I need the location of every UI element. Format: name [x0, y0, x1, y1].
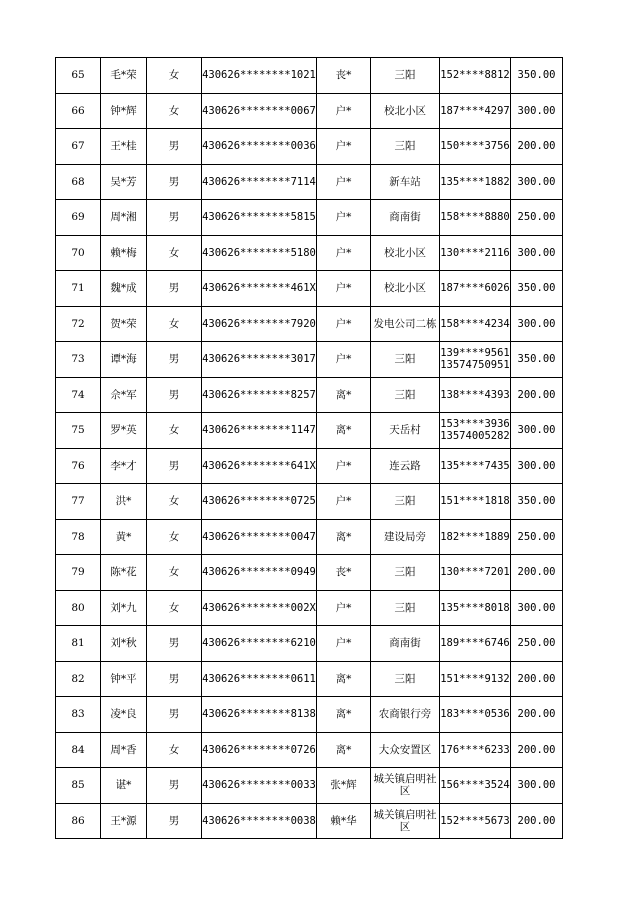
cell-relation: 户*: [317, 306, 371, 342]
table-row: [56, 377, 563, 413]
cell-amount: 300.00: [511, 235, 563, 271]
cell-gender: 男: [147, 271, 202, 307]
cell-name: 谌*: [101, 768, 147, 804]
cell-relation: 离*: [317, 732, 371, 768]
table-row: [56, 413, 563, 449]
table-row: [56, 58, 563, 94]
phone-number: 130****7201: [440, 566, 510, 579]
cell-id-number: 430626********0047: [202, 519, 317, 555]
cell-relation: 离*: [317, 661, 371, 697]
cell-amount: 200.00: [511, 697, 563, 733]
cell-relation: 户*: [317, 448, 371, 484]
cell-address: 发电公司二栋: [371, 306, 440, 342]
cell-name: 赖*梅: [101, 235, 147, 271]
cell-address: 建设局旁: [371, 519, 440, 555]
table-row: [56, 342, 563, 378]
phone-number: 152****5673: [440, 814, 510, 827]
phone-number: 13574750951: [440, 359, 510, 372]
cell-phone: [440, 93, 511, 129]
cell-phone: [440, 200, 511, 236]
cell-address: 三阳: [371, 377, 440, 413]
cell-phone: [440, 306, 511, 342]
cell-address: 大众安置区: [371, 732, 440, 768]
cell-address: 三阳: [371, 58, 440, 94]
table-row: [56, 271, 563, 307]
cell-phone: [440, 164, 511, 200]
table-row: [56, 93, 563, 129]
phone-number: 158****4234: [440, 317, 510, 330]
cell-id-number: 430626********002X: [202, 590, 317, 626]
cell-gender: 男: [147, 200, 202, 236]
cell-name: 毛*荣: [101, 58, 147, 94]
phone-number: 182****1889: [440, 530, 510, 543]
phone-number: 139****9561: [440, 347, 510, 360]
table-row: [56, 768, 563, 804]
cell-name: 王*源: [101, 803, 147, 839]
cell-relation: 户*: [317, 590, 371, 626]
phone-number: 150****3756: [440, 140, 510, 153]
cell-id-number: 430626********7920: [202, 306, 317, 342]
cell-address: 城关镇启明社区: [371, 768, 440, 804]
cell-phone: [440, 413, 511, 449]
cell-seq: 79: [56, 555, 101, 591]
cell-address: 新车站: [371, 164, 440, 200]
cell-relation: 户*: [317, 626, 371, 662]
cell-id-number: 430626********461X: [202, 271, 317, 307]
cell-name: 钟*平: [101, 661, 147, 697]
cell-name: 谭*海: [101, 342, 147, 378]
table-row: [56, 626, 563, 662]
cell-seq: 71: [56, 271, 101, 307]
cell-amount: 200.00: [511, 803, 563, 839]
table-row: [56, 306, 563, 342]
table-row: [56, 555, 563, 591]
cell-gender: 女: [147, 306, 202, 342]
cell-address: 三阳: [371, 342, 440, 378]
cell-id-number: 430626********0036: [202, 129, 317, 165]
cell-name: 陈*花: [101, 555, 147, 591]
cell-amount: 350.00: [511, 58, 563, 94]
cell-phone: [440, 519, 511, 555]
cell-address: 商南街: [371, 626, 440, 662]
phone-number: 13574005282: [440, 430, 510, 443]
cell-gender: 女: [147, 590, 202, 626]
cell-relation: 户*: [317, 235, 371, 271]
table-row: [56, 129, 563, 165]
cell-seq: 70: [56, 235, 101, 271]
cell-phone: [440, 271, 511, 307]
cell-seq: 85: [56, 768, 101, 804]
cell-seq: 75: [56, 413, 101, 449]
cell-amount: 350.00: [511, 484, 563, 520]
cell-id-number: 430626********0725: [202, 484, 317, 520]
phone-number: 156****3524: [440, 779, 510, 792]
cell-amount: 200.00: [511, 661, 563, 697]
phone-number: 176****6233: [440, 743, 510, 756]
table-row: [56, 590, 563, 626]
cell-gender: 男: [147, 768, 202, 804]
table-row: [56, 697, 563, 733]
cell-name: 魏*成: [101, 271, 147, 307]
cell-gender: 女: [147, 519, 202, 555]
cell-amount: 200.00: [511, 555, 563, 591]
phone-number: 138****4393: [440, 388, 510, 401]
cell-relation: 离*: [317, 413, 371, 449]
phone-number: 189****6746: [440, 637, 510, 650]
cell-id-number: 430626********3017: [202, 342, 317, 378]
phone-number: 158****8880: [440, 211, 510, 224]
phone-number: 152****8812: [440, 69, 510, 82]
cell-gender: 女: [147, 58, 202, 94]
cell-amount: 300.00: [511, 306, 563, 342]
cell-seq: 83: [56, 697, 101, 733]
cell-gender: 女: [147, 484, 202, 520]
cell-seq: 73: [56, 342, 101, 378]
cell-id-number: 430626********5815: [202, 200, 317, 236]
cell-relation: 离*: [317, 697, 371, 733]
cell-phone: [440, 377, 511, 413]
cell-name: 刘*秋: [101, 626, 147, 662]
cell-seq: 78: [56, 519, 101, 555]
cell-phone: [440, 697, 511, 733]
phone-number: 135****1882: [440, 175, 510, 188]
cell-gender: 男: [147, 342, 202, 378]
cell-gender: 男: [147, 803, 202, 839]
cell-id-number: 430626********0038: [202, 803, 317, 839]
cell-id-number: 430626********641X: [202, 448, 317, 484]
cell-name: 王*桂: [101, 129, 147, 165]
cell-name: 吴*芳: [101, 164, 147, 200]
cell-gender: 男: [147, 448, 202, 484]
table-row: [56, 661, 563, 697]
cell-address: 三阳: [371, 129, 440, 165]
cell-relation: 户*: [317, 484, 371, 520]
phone-number: 187****4297: [440, 104, 510, 117]
cell-name: 洪*: [101, 484, 147, 520]
cell-gender: 女: [147, 555, 202, 591]
cell-name: 李*才: [101, 448, 147, 484]
cell-relation: 离*: [317, 519, 371, 555]
cell-relation: 离*: [317, 377, 371, 413]
table-row: [56, 732, 563, 768]
cell-gender: 男: [147, 164, 202, 200]
phone-number: 151****1818: [440, 495, 510, 508]
cell-seq: 65: [56, 58, 101, 94]
cell-id-number: 430626********1147: [202, 413, 317, 449]
cell-gender: 男: [147, 697, 202, 733]
cell-seq: 84: [56, 732, 101, 768]
cell-seq: 68: [56, 164, 101, 200]
cell-relation: 户*: [317, 342, 371, 378]
cell-phone: [440, 732, 511, 768]
cell-gender: 男: [147, 626, 202, 662]
cell-id-number: 430626********0726: [202, 732, 317, 768]
cell-phone: [440, 626, 511, 662]
cell-amount: 350.00: [511, 271, 563, 307]
cell-name: 钟*辉: [101, 93, 147, 129]
cell-relation: 户*: [317, 164, 371, 200]
cell-amount: 300.00: [511, 590, 563, 626]
cell-amount: 250.00: [511, 519, 563, 555]
cell-id-number: 430626********6210: [202, 626, 317, 662]
phone-number: 183****0536: [440, 708, 510, 721]
cell-relation: 丧*: [317, 555, 371, 591]
cell-seq: 81: [56, 626, 101, 662]
cell-gender: 女: [147, 732, 202, 768]
table-row: [56, 235, 563, 271]
cell-seq: 76: [56, 448, 101, 484]
phone-number: 130****2116: [440, 246, 510, 259]
cell-id-number: 430626********0611: [202, 661, 317, 697]
cell-address: 三阳: [371, 590, 440, 626]
cell-amount: 300.00: [511, 768, 563, 804]
table-row: [56, 519, 563, 555]
cell-seq: 82: [56, 661, 101, 697]
cell-address: 商南街: [371, 200, 440, 236]
cell-gender: 男: [147, 661, 202, 697]
cell-phone: [440, 803, 511, 839]
cell-address: 三阳: [371, 661, 440, 697]
cell-relation: 张*辉: [317, 768, 371, 804]
cell-relation: 户*: [317, 129, 371, 165]
cell-amount: 300.00: [511, 93, 563, 129]
cell-relation: 赖*华: [317, 803, 371, 839]
cell-phone: [440, 768, 511, 804]
cell-amount: 250.00: [511, 626, 563, 662]
cell-name: 黄*: [101, 519, 147, 555]
cell-amount: 300.00: [511, 413, 563, 449]
phone-number: 135****8018: [440, 601, 510, 614]
cell-id-number: 430626********1021: [202, 58, 317, 94]
phone-number: 153****3936: [440, 418, 510, 431]
cell-name: 罗*英: [101, 413, 147, 449]
cell-address: 农商银行旁: [371, 697, 440, 733]
table-row: [56, 803, 563, 839]
cell-seq: 69: [56, 200, 101, 236]
cell-name: 贺*荣: [101, 306, 147, 342]
cell-address: 城关镇启明社区: [371, 803, 440, 839]
cell-gender: 男: [147, 377, 202, 413]
cell-id-number: 430626********0033: [202, 768, 317, 804]
cell-gender: 女: [147, 235, 202, 271]
phone-number: 151****9132: [440, 672, 510, 685]
cell-address: 校北小区: [371, 93, 440, 129]
records-table-body: [56, 58, 563, 839]
cell-phone: [440, 448, 511, 484]
cell-seq: 72: [56, 306, 101, 342]
cell-address: 校北小区: [371, 271, 440, 307]
cell-phone: [440, 342, 511, 378]
cell-id-number: 430626********8257: [202, 377, 317, 413]
cell-phone: [440, 555, 511, 591]
cell-name: 周*香: [101, 732, 147, 768]
phone-number: 187****6026: [440, 282, 510, 295]
cell-amount: 200.00: [511, 129, 563, 165]
cell-address: 校北小区: [371, 235, 440, 271]
phone-number: 135****7435: [440, 459, 510, 472]
cell-relation: 户*: [317, 93, 371, 129]
cell-phone: [440, 235, 511, 271]
cell-seq: 66: [56, 93, 101, 129]
cell-phone: [440, 58, 511, 94]
cell-amount: 350.00: [511, 342, 563, 378]
cell-amount: 250.00: [511, 200, 563, 236]
cell-name: 佘*军: [101, 377, 147, 413]
cell-id-number: 430626********0949: [202, 555, 317, 591]
cell-address: 连云路: [371, 448, 440, 484]
cell-phone: [440, 661, 511, 697]
cell-seq: 86: [56, 803, 101, 839]
cell-seq: 80: [56, 590, 101, 626]
cell-gender: 女: [147, 413, 202, 449]
cell-address: 三阳: [371, 484, 440, 520]
cell-seq: 67: [56, 129, 101, 165]
cell-seq: 74: [56, 377, 101, 413]
cell-amount: 200.00: [511, 377, 563, 413]
table-row: [56, 484, 563, 520]
cell-relation: 户*: [317, 200, 371, 236]
table-row: [56, 200, 563, 236]
cell-address: 三阳: [371, 555, 440, 591]
cell-id-number: 430626********0067: [202, 93, 317, 129]
cell-name: 周*湘: [101, 200, 147, 236]
records-table: [55, 57, 563, 839]
cell-phone: [440, 484, 511, 520]
cell-address: 天岳村: [371, 413, 440, 449]
cell-gender: 女: [147, 93, 202, 129]
cell-id-number: 430626********5180: [202, 235, 317, 271]
table-row: [56, 448, 563, 484]
cell-phone: [440, 129, 511, 165]
cell-id-number: 430626********8138: [202, 697, 317, 733]
cell-relation: 丧*: [317, 58, 371, 94]
cell-amount: 300.00: [511, 164, 563, 200]
cell-relation: 户*: [317, 271, 371, 307]
cell-name: 凌*良: [101, 697, 147, 733]
table-row: [56, 164, 563, 200]
cell-id-number: 430626********7114: [202, 164, 317, 200]
cell-amount: 300.00: [511, 448, 563, 484]
cell-amount: 200.00: [511, 732, 563, 768]
cell-gender: 男: [147, 129, 202, 165]
cell-phone: [440, 590, 511, 626]
cell-name: 刘*九: [101, 590, 147, 626]
cell-seq: 77: [56, 484, 101, 520]
